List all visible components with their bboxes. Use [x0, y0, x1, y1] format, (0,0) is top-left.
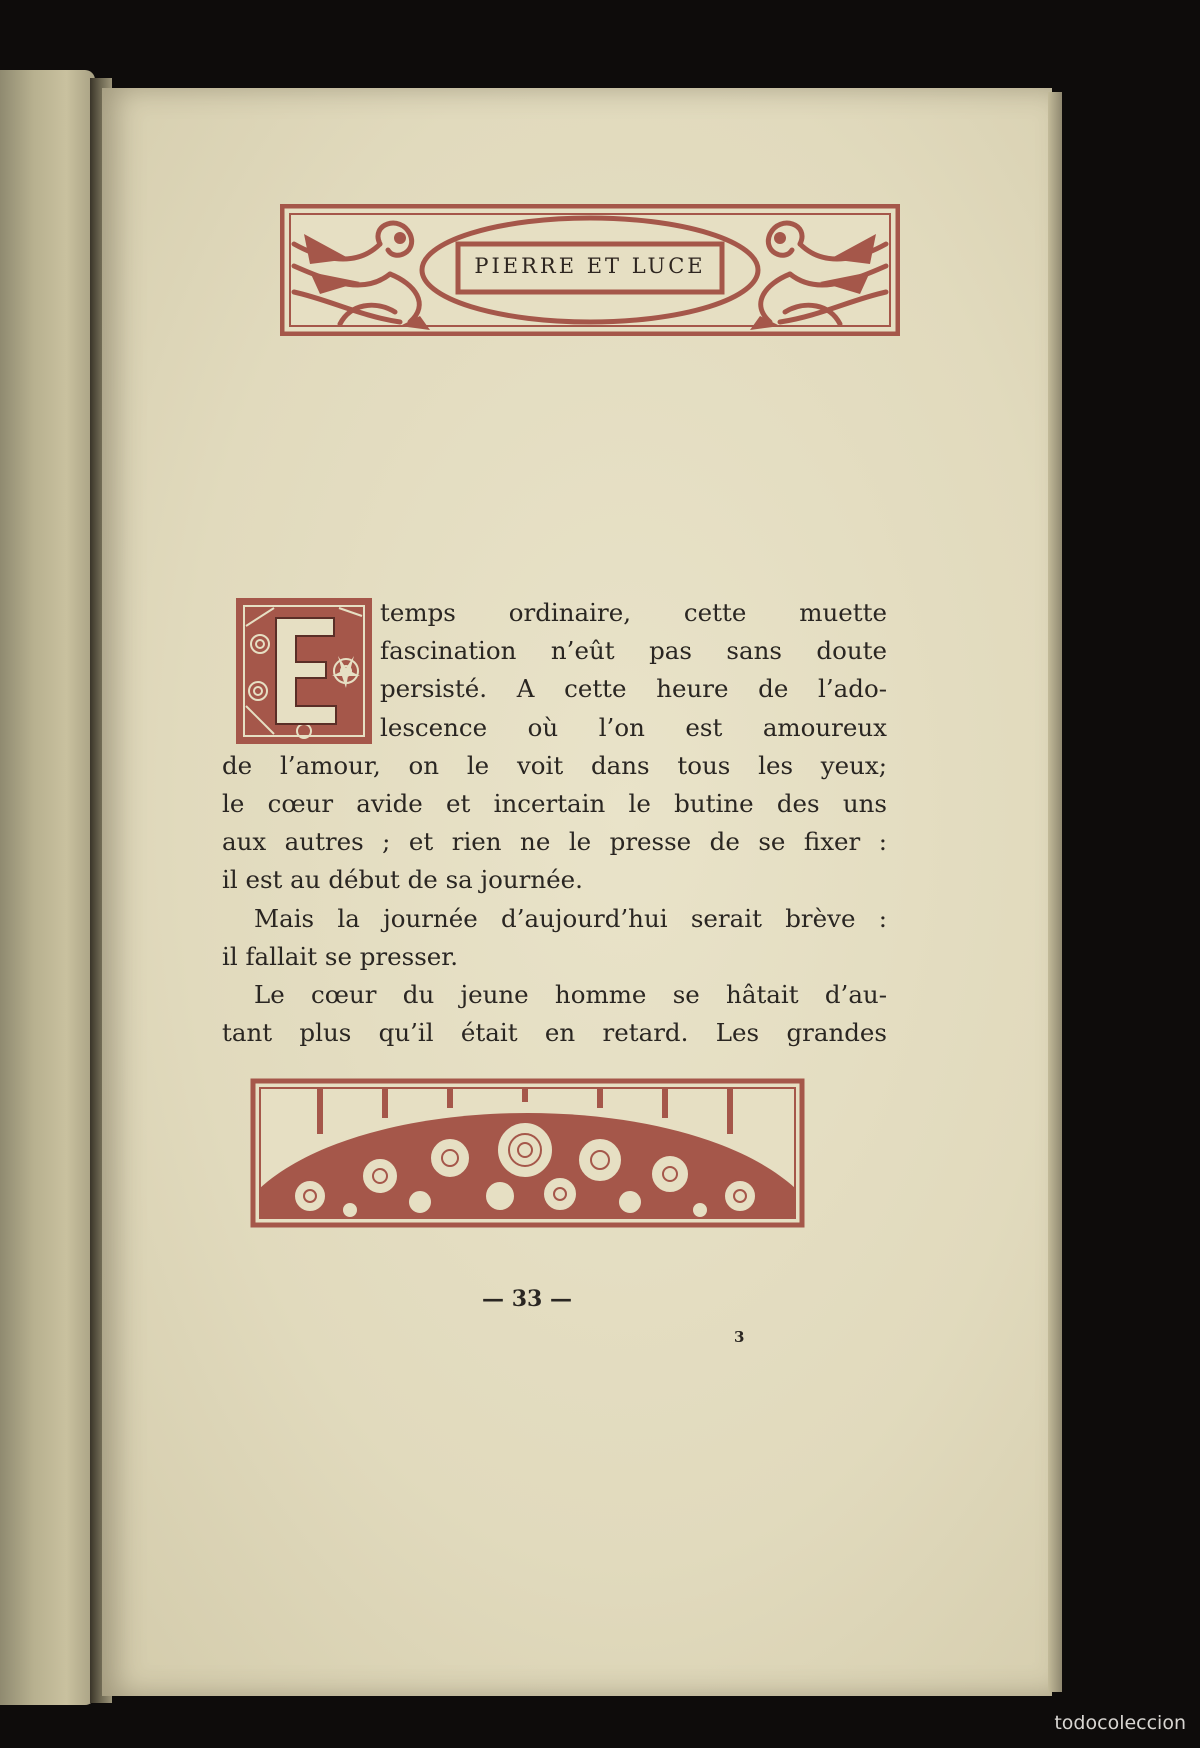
text-line: il est au début de sa journée. [222, 865, 583, 895]
text-line: temps ordinaire, cette muette [380, 598, 887, 627]
watermark: todocoleccion [1054, 1712, 1186, 1734]
text-line: aux autres ; et rien ne le presse de se fixer : [222, 827, 887, 857]
text-line: persisté. A cette heure de l’ado- [380, 674, 887, 704]
drop-cap-letter: E [306, 658, 307, 659]
tailpiece-svg [250, 1078, 805, 1228]
text-line: il fallait se presser. [222, 941, 459, 971]
text-line: Le cœur du jeune homme se hâtait d’au- [254, 979, 887, 1009]
page-number: — 33 — [482, 1286, 572, 1312]
body-text [222, 594, 887, 1052]
text-line: fascination n’eût pas sans doute [380, 636, 887, 666]
right-page-edge [1048, 92, 1062, 1692]
text-line: tant plus qu’il était en retard. Les grandes [222, 1018, 887, 1048]
text-line: Mais la journée d’aujourd’hui serait brève : [254, 903, 887, 933]
text-line: lescence où l’on est amoureux [380, 712, 887, 742]
book-page [102, 88, 1052, 1696]
left-page-edge [0, 70, 95, 1705]
text-line: de l’amour, on le voit dans tous les yeux; [222, 750, 887, 780]
signature-mark: 3 [734, 1328, 745, 1346]
text-line: le cœur avide et incertain le butine des uns [222, 788, 887, 818]
tailpiece-ornament [250, 1078, 805, 1228]
running-title: PIERRE ET LUCE [474, 254, 706, 278]
headpiece-ornament [280, 204, 900, 336]
